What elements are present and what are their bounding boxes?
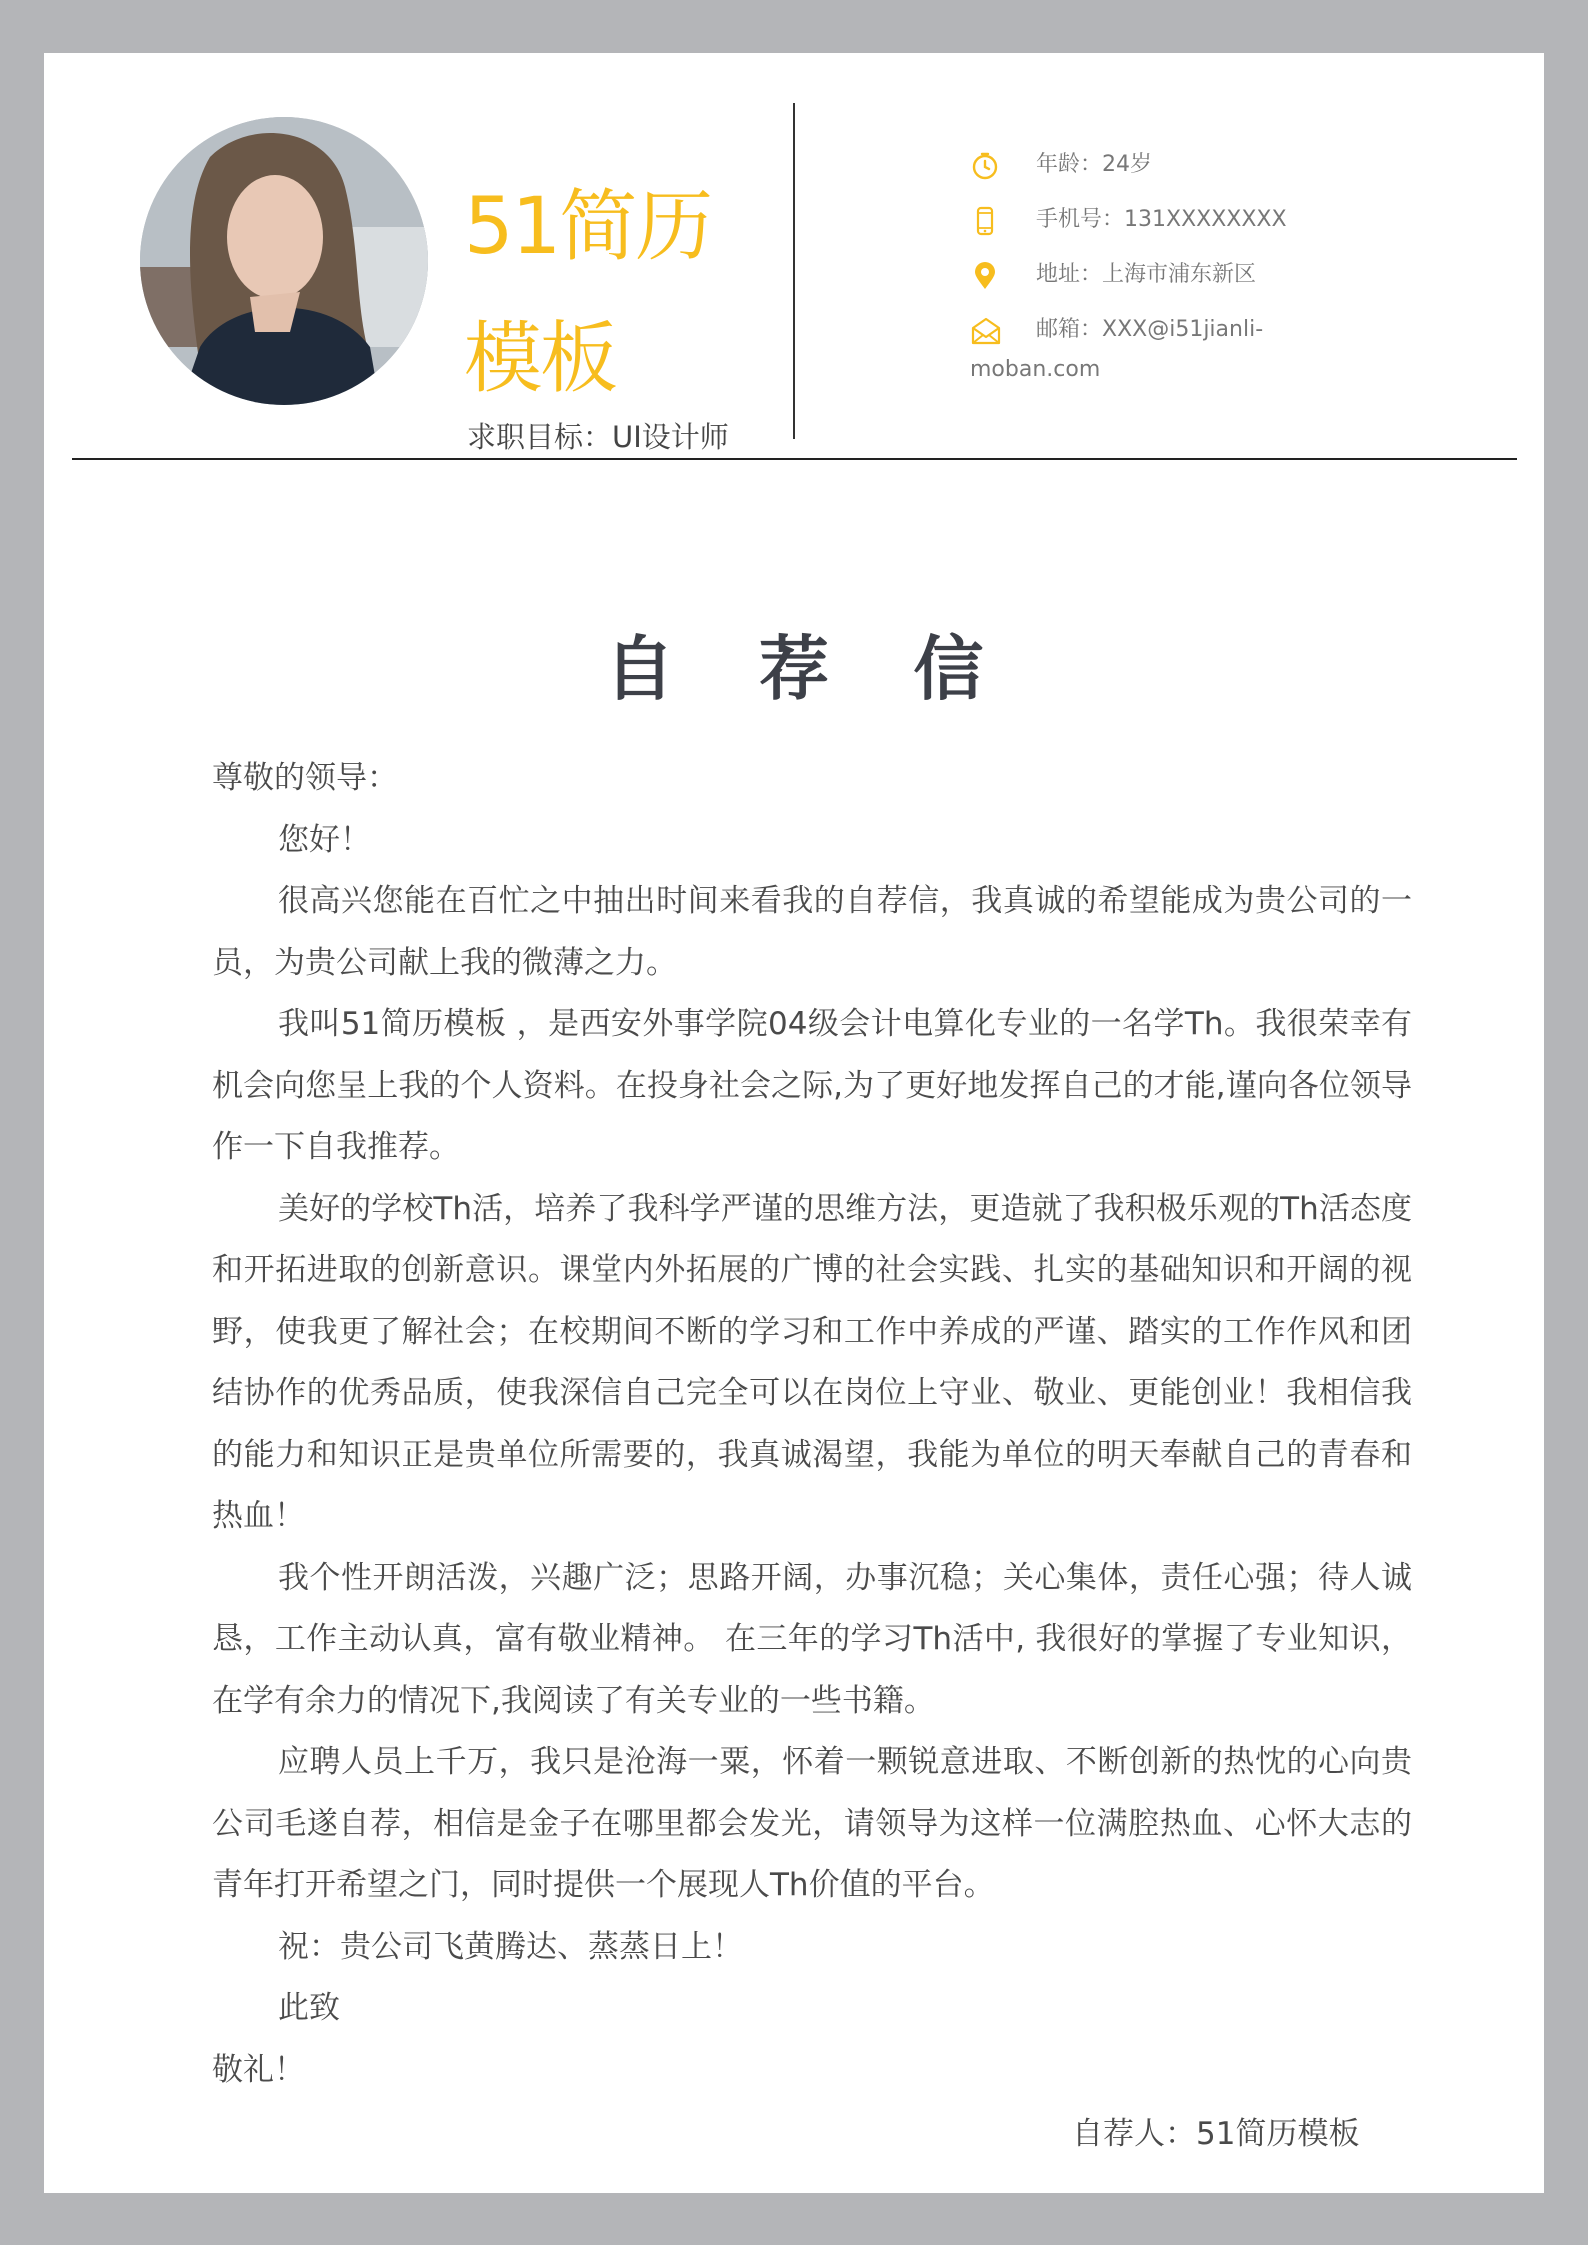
paragraph-regards: 此致 [278, 1990, 340, 2026]
address-text: 地址：上海市浦东新区 [1036, 262, 1257, 287]
resume-page [44, 53, 1544, 2193]
contact-phone [970, 198, 1290, 253]
contact-age [970, 143, 1290, 198]
email-text-line-1[interactable]: 邮箱：XXX@i51jianli- [1036, 317, 1264, 342]
letter-body [212, 748, 1412, 2101]
email-text-line-2[interactable]: moban.com [970, 357, 1101, 382]
contact-email [970, 310, 1290, 390]
location-pin-icon [970, 261, 1000, 291]
candidate-name [464, 161, 764, 425]
clock-icon [970, 151, 1000, 181]
closing: 敬礼！ [212, 2051, 305, 2088]
contact-address [970, 253, 1290, 308]
phone-icon [970, 206, 1000, 236]
portrait-image [140, 117, 428, 405]
letter-title: 自 荐 信 [604, 628, 1014, 710]
age-text: 年龄：24岁 [1036, 152, 1152, 177]
job-objective: 求职目标：UI设计师 [467, 420, 729, 454]
header-divider-horizontal [72, 458, 1517, 460]
paragraph-greeting: 您好！ [278, 821, 371, 858]
name-line-2: 模板 [464, 314, 617, 404]
name-line-1: 51简历 [464, 182, 712, 272]
signature: 自荐人：51简历模板 [1072, 2116, 1360, 2152]
paragraph-wishes: 祝：贵公司飞黄腾达、蒸蒸日上！ [278, 1928, 743, 1965]
profile-photo [140, 117, 428, 405]
paragraph-application: 应聘人员上千万，我只是沧海一粟，怀着一颗锐意进取、不断创新的热忱的心向贵公司毛遂自荐，相信是金子在哪里都会发光，请领导为这样一位满腔热血、心怀大志的青年打开希望之门，同时提供一个展现人Th价值的平台。 [212, 1744, 1412, 1903]
header-divider-vertical [793, 103, 795, 439]
envelope-icon [970, 316, 1002, 346]
phone-text: 手机号：131XXXXXXXX [1036, 207, 1287, 232]
paragraph-education: 美好的学校Th活，培养了我科学严谨的思维方法，更造就了我积极乐观的Th活态度和开拓进取的创新意识。课堂内外拓展的广博的社会实践、扎实的基础知识和开阔的视野，使我更了解社会；在校期间不断的学习和工作中养成的严谨、踏实的工作作风和团结协作的优秀品质，使我深信自己完全可以在岗位上守业、敬业、更能创业！我相信我的能力和知识正是贵单位所需要的，我真诚渴望，我能为单位的明天奉献自己的青春和热血！ [212, 1190, 1412, 1534]
salutation: 尊敬的领导： [212, 760, 398, 796]
paragraph-intro: 很高兴您能在百忙之中抽出时间来看我的自荐信，我真诚的希望能成为贵公司的一员，为贵公司献上我的微薄之力。 [212, 883, 1412, 981]
contact-info [970, 143, 1290, 308]
paragraph-self-intro: 我叫51简历模板 ，是西安外事学院04级会计电算化专业的一名学Th。我很荣幸有机会向您呈上我的个人资料。在投身社会之际,为了更好地发挥自己的才能,谨向各位领导作一下自我推荐。 [212, 1006, 1412, 1165]
paragraph-personality: 我个性开朗活泼，兴趣广泛；思路开阔，办事沉稳；关心集体，责任心强；待人诚恳，工作主动认真，富有敬业精神。 在三年的学习Th活中, 我很好的掌握了专业知识，在学有余力的情况下,我阅读了有关专业的一些书籍。 [212, 1559, 1412, 1719]
